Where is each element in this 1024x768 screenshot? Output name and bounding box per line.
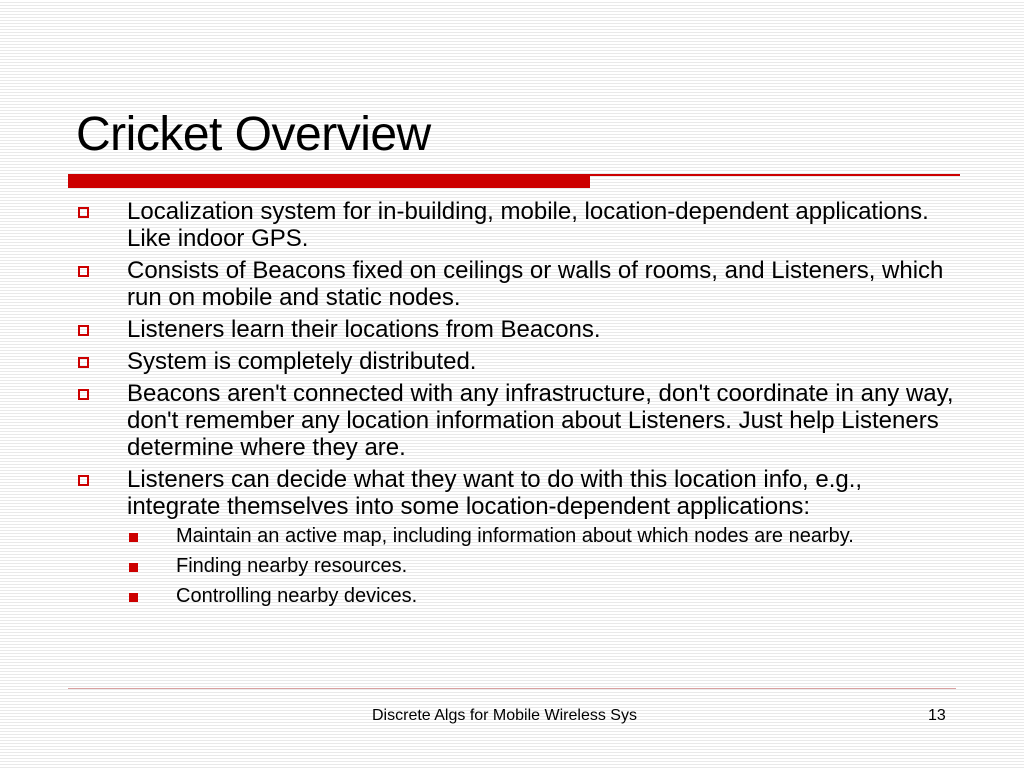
- bullet-text: Beacons aren't connected with any infrastructure, don't coordinate in any way, don't remember any location information about Listeners. Just help Listeners determine where they are.: [127, 380, 954, 461]
- sub-bullet-text: Controlling nearby devices.: [176, 585, 418, 607]
- slide-body: [76, 198, 956, 615]
- hollow-square-bullet-icon: [78, 389, 89, 400]
- footer-text: Discrete Algs for Mobile Wireless Sys: [372, 707, 637, 724]
- bullet-item: [76, 257, 956, 311]
- hollow-square-bullet-icon: [78, 357, 89, 368]
- sub-bullet-text: Finding nearby resources.: [176, 555, 408, 577]
- filled-square-bullet-icon: [129, 593, 138, 602]
- hollow-square-bullet-icon: [78, 325, 89, 336]
- bullet-item: [76, 380, 956, 461]
- slide-title: Cricket Overview: [76, 108, 431, 161]
- bullet-text: Listeners learn their locations from Beacons.: [127, 316, 601, 343]
- filled-square-bullet-icon: [129, 533, 138, 542]
- hollow-square-bullet-icon: [78, 207, 89, 218]
- bullet-text: Localization system for in-building, mobile, location-dependent applications. Like indoor GPS.: [127, 198, 929, 252]
- title-underline-red-bar: [68, 176, 590, 188]
- bullet-text: System is completely distributed.: [127, 348, 477, 375]
- bullet-item: [76, 198, 956, 252]
- hollow-square-bullet-icon: [78, 475, 89, 486]
- filled-square-bullet-icon: [129, 563, 138, 572]
- page-number: 13: [928, 707, 946, 724]
- title-underline: [68, 174, 960, 188]
- hollow-square-bullet-icon: [78, 266, 89, 277]
- bullet-text: Listeners can decide what they want to do with this location info, e.g., integrate themselves into some location-dependent applications:: [127, 466, 863, 520]
- footer-divider: [68, 688, 956, 689]
- sub-bullet-text: Maintain an active map, including information about which nodes are nearby.: [176, 525, 854, 547]
- sub-bullet-item: [76, 555, 956, 578]
- bullet-text: Consists of Beacons fixed on ceilings or walls of rooms, and Listeners, which run on mobile and static nodes.: [127, 257, 944, 311]
- bullet-item: [76, 466, 956, 520]
- sub-bullet-list: [76, 525, 956, 608]
- bullet-item: [76, 348, 956, 375]
- sub-bullet-item: [76, 585, 956, 608]
- bullet-item: [76, 316, 956, 343]
- sub-bullet-item: [76, 525, 956, 548]
